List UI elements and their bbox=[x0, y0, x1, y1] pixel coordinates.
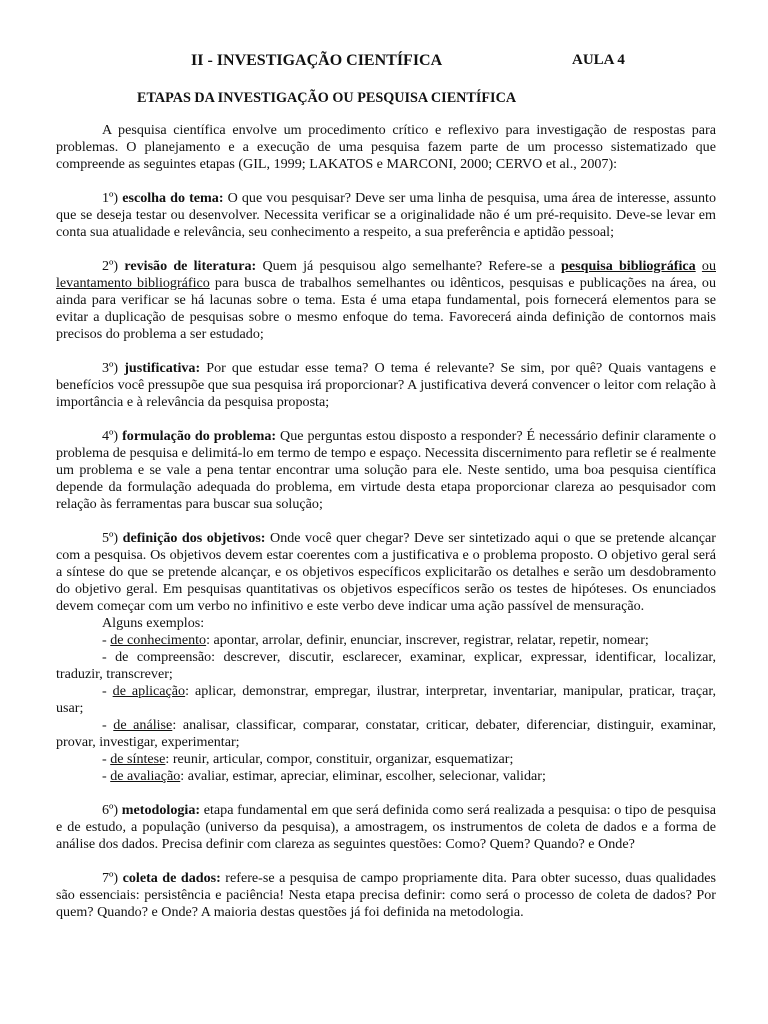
step-7-text: refere-se a pesquisa de campo propriamente dita. Para obter sucesso, duas qualidades são essenciais: persistência e paciência! Nesta etapa precisa definir: como será o processo de coleta de dados? Por quem? Quando? e Onde? A maioria destas questões já foi definida na metodologia. bbox=[56, 870, 716, 920]
example-category: de conhecimento bbox=[110, 632, 207, 648]
step-3-text: Por que estudar esse tema? O tema é relevante? Se sim, por quê? Quais vantagens e benefícios você pressupõe que sua pesquisa irá proporcionar? A justificativa deverá convencer o leitor com relação à importância e à relevância da pesquisa proposta; bbox=[56, 360, 716, 410]
step-5-text: Onde você quer chegar? Deve ser sintetizado aqui o que se pretende alcançar com a pesquisa. Os objetivos devem estar coerentes com a justificativa e o problema proposto. O objetivo geral será a síntese do que se pretende alcançar, e os objetivos específicos explicitarão os detalhes e serão um desdobramento do objetivo geral. Em pesquisas quantitativas os objetivos específicos serão os testes de hipóteses. Os enunciados devem começar com um verbo no infinitivo e este verbo deve indicar uma ação passível de mensuração. bbox=[56, 530, 716, 614]
section-subtitle: ETAPAS DA INVESTIGAÇÃO OU PESQUISA CIENTÍFICA bbox=[137, 90, 517, 106]
step-4-paragraph bbox=[56, 428, 716, 513]
example-item bbox=[56, 768, 716, 785]
example-category: de síntese bbox=[110, 751, 166, 767]
example-dash: - bbox=[102, 717, 114, 733]
examples-list bbox=[56, 632, 716, 785]
step-2-number: 2º) bbox=[102, 258, 119, 274]
example-item bbox=[56, 649, 716, 683]
step-2-link-bibliographic: pesquisa bibliográfica bbox=[561, 258, 696, 274]
example-category: de compreensão bbox=[115, 649, 212, 665]
page-title: II - INVESTIGAÇÃO CIENTÍFICA bbox=[191, 52, 443, 69]
step-4-term: formulação do problema: bbox=[122, 428, 277, 444]
step-6-paragraph bbox=[56, 802, 716, 853]
step-6-number: 6º) bbox=[102, 802, 119, 818]
example-verbs: : avaliar, estimar, apreciar, eliminar, escolher, selecionar, validar; bbox=[180, 768, 546, 784]
examples-block bbox=[56, 615, 716, 785]
step-2-paragraph bbox=[56, 258, 716, 343]
step-5-number: 5º) bbox=[102, 530, 119, 546]
step-7-term: coleta de dados: bbox=[122, 870, 221, 886]
example-category: de avaliação bbox=[110, 768, 181, 784]
step-5-term: definição dos objetivos: bbox=[122, 530, 266, 546]
step-1-number: 1º) bbox=[102, 190, 119, 206]
lesson-label: AULA 4 bbox=[572, 52, 625, 68]
step-1-text: O que vou pesquisar? Deve ser uma linha de pesquisa, uma área de interesse, assunto que se deseja testar ou desenvolver. Necessita verificar se a originalidade não é um pré-requisito. Deve-se levar em conta sua atualidade e relevância, seu conhecimento a respeito, a sua preferência e aptidão pessoal; bbox=[56, 190, 717, 240]
example-dash: - bbox=[102, 632, 111, 648]
example-verbs: : descrever, discutir, esclarecer, examinar, explicar, expressar, identificar, localizar, traduzir, transcrever; bbox=[56, 649, 717, 682]
step-1-term: escolha do tema: bbox=[122, 190, 224, 206]
example-dash: - bbox=[102, 683, 113, 699]
example-item bbox=[56, 683, 716, 717]
step-5-paragraph bbox=[56, 530, 716, 615]
example-item bbox=[56, 632, 716, 649]
step-1-paragraph bbox=[56, 190, 716, 241]
step-6-term: metodologia: bbox=[121, 802, 201, 818]
step-2-term: revisão de literatura: bbox=[124, 258, 257, 274]
examples-title: Alguns exemplos: bbox=[102, 615, 205, 631]
example-verbs: : analisar, classificar, comparar, constatar, criticar, debater, diferenciar, distinguir, examinar, provar, investigar, experimentar; bbox=[56, 717, 717, 750]
step-6-text: etapa fundamental em que será definida como será realizada a pesquisa: o tipo de pesquisa e de estudo, a população (universo da pesquisa), a amostragem, os instrumentos de coleta de dados e a forma de análise dos dados. Precisa definir com clareza as seguintes questões: Como? Quem? Quando? e Onde? bbox=[56, 802, 716, 852]
step-7-number: 7º) bbox=[102, 870, 119, 886]
example-item bbox=[56, 751, 716, 768]
example-verbs: : apontar, arrolar, definir, enunciar, inscrever, registrar, relatar, repetir, nomear; bbox=[206, 632, 649, 648]
intro-paragraph: A pesquisa científica envolve um procedimento crítico e reflexivo para investigação de respostas para problemas. O planejamento e a execução de uma pesquisa fazem parte de um processo sistematizado que compreende as seguintes etapas (GIL, 1999; LAKATOS e MARCONI, 2000; CERVO et al., 2007): bbox=[56, 122, 716, 172]
step-7-paragraph bbox=[56, 870, 716, 921]
example-verbs: : aplicar, demonstrar, empregar, ilustrar, interpretar, inventariar, manipular, praticar, traçar, usar; bbox=[56, 683, 716, 716]
example-category: de análise bbox=[113, 717, 173, 733]
example-dash: - bbox=[102, 649, 116, 665]
example-dash: - bbox=[102, 768, 111, 784]
step-3-number: 3º) bbox=[102, 360, 119, 376]
document-page bbox=[56, 52, 716, 921]
step-2-link-survey: ou levantamento bibliográfico bbox=[56, 258, 716, 291]
step-2-text-c: para busca de trabalhos semelhantes ou idênticos, pesquisas e publicações na área, ou ainda para verificar se há lacunas sobre o tema. Esta é uma etapa fundamental, pois fornecerá elementos para se evitar a duplicação de pesquisas sobre o mesmo enfoque do tema. Favorecerá ainda definição de contornos mais precisos do problema a ser estudado; bbox=[56, 275, 716, 342]
step-4-number: 4º) bbox=[102, 428, 119, 444]
example-dash: - bbox=[102, 751, 111, 767]
step-3-paragraph bbox=[56, 360, 716, 411]
step-3-term: justificativa: bbox=[124, 360, 201, 376]
example-category: de aplicação bbox=[112, 683, 186, 699]
header-row bbox=[56, 52, 716, 72]
step-2-text-a: Quem já pesquisou algo semelhante? Refere-se a bbox=[256, 258, 562, 274]
example-verbs: : reunir, articular, compor, constituir, organizar, esquematizar; bbox=[165, 751, 514, 767]
example-item bbox=[56, 717, 716, 751]
step-4-text: Que perguntas estou disposto a responder? É necessário definir claramente o problema de pesquisa e delimitá-lo em termo de tempo e espaço. Necessita discernimento para refletir se é realmente um problema e se vale a pena tentar encontrar uma solução para ele. Neste sentido, uma boa pesquisa científica depende da formulação adequada do problema, em virtude desta etapa proporcionar clareza ao pesquisador com relação às ferramentas para buscar sua solução; bbox=[56, 428, 716, 512]
